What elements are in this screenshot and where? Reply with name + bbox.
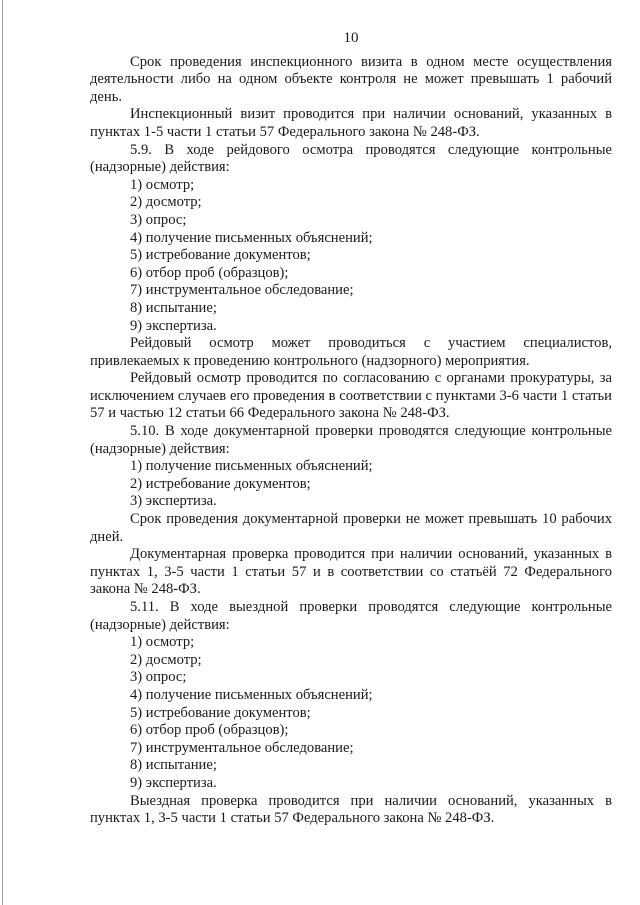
list-item: 2) досмотр;: [130, 194, 202, 211]
paragraph-raid-specialists: Рейдовый осмотр может проводиться с участием специалистов, привлекаемых к проведению контрольного (надзорного) мероприятия.: [90, 335, 612, 369]
list-item: 1) осмотр;: [130, 176, 195, 193]
list-item: 2) досмотр;: [130, 651, 202, 668]
page-number: 10: [343, 30, 359, 46]
list-item: 3) экспертиза.: [130, 493, 217, 510]
list-item: 5) истребование документов;: [130, 704, 311, 721]
list-item: 8) испытание;: [130, 757, 217, 774]
list-item: 1) получение письменных объяснений;: [130, 458, 373, 475]
list-item: 9) экспертиза.: [130, 774, 217, 791]
list-item: 2) истребование документов;: [130, 475, 311, 492]
list-item: 7) инструментальное обследование;: [130, 739, 354, 756]
paragraph-5-11-heading: 5.11. В ходе выездной проверки проводятся следующие контрольные (надзорные) действия:: [90, 599, 612, 633]
list-item: 1) осмотр;: [130, 634, 195, 651]
paragraph-documentary-check-grounds: Документарная проверка проводится при наличии оснований, указанных в пунктах 1, 3-5 части 1 статьи 57 и в соответствии со статьёй 72 Федерального закона № 248-ФЗ.: [90, 546, 612, 598]
paragraph-raid-prosecutor-agreement: Рейдовый осмотр проводится по согласованию с органами прокуратуры, за исключением случаев его проведения в соответствии с пунктами 3-6 части 1 статьи 57 и частью 12 статьи 66 Федерального закона № 248-ФЗ.: [90, 370, 612, 422]
paragraph-inspection-visit-duration: Срок проведения инспекционного визита в одном месте осуществления деятельности либо на одном объекте контроля не может превышать 1 рабочий день.: [90, 53, 612, 105]
list-item: 9) экспертиза.: [130, 317, 217, 334]
list-item: 6) отбор проб (образцов);: [130, 722, 289, 739]
list-item: 4) получение письменных объяснений;: [130, 229, 373, 246]
list-item: 8) испытание;: [130, 299, 217, 316]
list-item: 4) получение письменных объяснений;: [130, 686, 373, 703]
paragraph-inspection-visit-grounds: Инспекционный визит проводится при наличии оснований, указанных в пунктах 1-5 части 1 статьи 57 Федерального закона № 248-ФЗ.: [90, 106, 612, 140]
paragraph-5-9-heading: 5.9. В ходе рейдового осмотра проводятся следующие контрольные (надзорные) действия:: [90, 141, 612, 176]
list-item: 5) истребование документов;: [130, 247, 311, 264]
list-item: 3) опрос;: [130, 211, 187, 228]
page-edge-line: [2, 0, 3, 905]
paragraph-documentary-check-duration: Срок проведения документарной проверки не может превышать 10 рабочих дней.: [90, 511, 612, 545]
list-item: 7) инструментальное обследование;: [130, 282, 354, 299]
document-page: [90, 30, 612, 828]
paragraph-5-10-heading: 5.10. В ходе документарной проверки проводятся следующие контрольные (надзорные) действия:: [90, 423, 612, 457]
list-item: 6) отбор проб (образцов);: [130, 264, 289, 281]
paragraph-field-check-grounds: Выездная проверка проводится при наличии оснований, указанных в пунктах 1, 3-5 части 1 статьи 57 Федерального закона № 248-ФЗ.: [90, 792, 612, 827]
list-item: 3) опрос;: [130, 669, 187, 686]
